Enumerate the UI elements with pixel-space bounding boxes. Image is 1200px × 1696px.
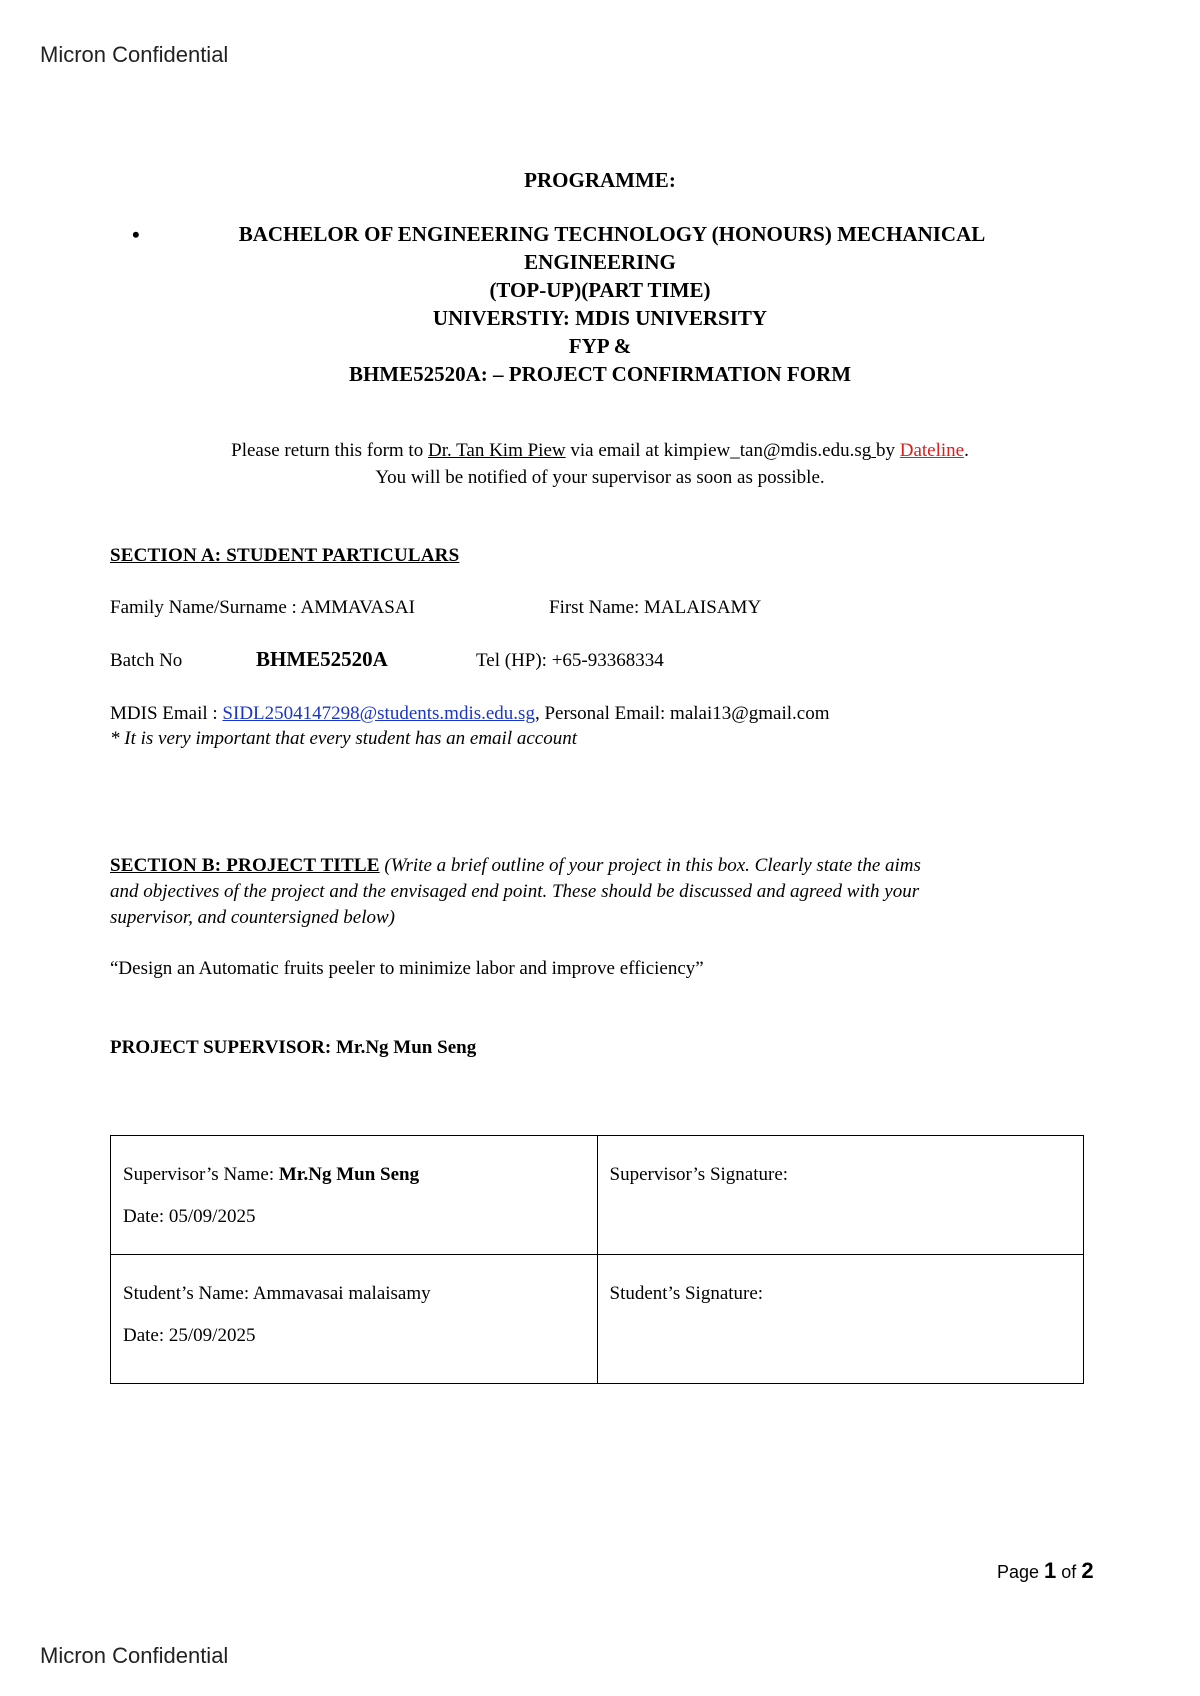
contact-name-link[interactable]: Dr. Tan Kim Piew	[427, 440, 566, 461]
tel-field: Tel (HP): +65-93368334	[476, 650, 664, 671]
contact-email-text: via email at kimpiew_tan@mdis.edu.sg	[565, 440, 872, 461]
instructions-line-2: You will be notified of your supervisor as soon as possible.	[375, 467, 825, 488]
instructions-period: .	[964, 440, 969, 461]
student-info-cell	[111, 1255, 598, 1384]
page-number	[997, 1558, 1094, 1584]
university-line: UNIVERSTIY: MDIS UNIVERSITY	[432, 306, 768, 330]
form-title: BHME52520A: – PROJECT CONFIRMATION FORM	[348, 362, 852, 386]
fyp-line: FYP &	[568, 334, 632, 358]
page-word: Page	[997, 1562, 1045, 1582]
supervisor-name-line	[123, 1164, 585, 1186]
batch-label: Batch No	[110, 650, 183, 671]
supervisor-name-label: Supervisor’s Name:	[123, 1164, 279, 1185]
footer-confidential-label: Micron Confidential	[40, 1643, 229, 1668]
section-a-heading: SECTION A: STUDENT PARTICULARS	[110, 545, 460, 566]
section-b-instruction-3: supervisor, and countersigned below)	[110, 907, 395, 928]
section-b-instruction-2: and objectives of the project and the envisaged end point. These should be discussed and agreed with your	[110, 881, 920, 902]
batch-value: BHME52520A	[256, 647, 388, 671]
programme-mode: (TOP-UP)(PART TIME)	[489, 278, 711, 302]
mdis-email-label: MDIS Email :	[110, 703, 223, 724]
page-total: 2	[1081, 1558, 1094, 1583]
signature-table	[110, 1135, 1084, 1384]
degree-line-2: ENGINEERING	[524, 250, 676, 274]
of-word: of	[1056, 1562, 1082, 1582]
project-title-text: “Design an Automatic fruits peeler to minimize labor and improve efficiency”	[110, 958, 704, 979]
supervisor-info-cell	[111, 1136, 598, 1255]
supervisor-signature-label: Supervisor’s Signature:	[609, 1164, 789, 1185]
project-supervisor-name: Mr.Ng Mun Seng	[335, 1037, 477, 1058]
section-b-instruction-1: (Write a brief outline of your project in this box. Clearly state the aims	[379, 855, 921, 876]
email-line	[110, 703, 829, 725]
bullet-icon: •	[132, 222, 140, 247]
instructions-by: by	[875, 440, 900, 461]
student-signature-cell	[597, 1255, 1084, 1384]
degree-line-1: BACHELOR OF ENGINEERING TECHNOLOGY (HONOURS) MECHANICAL	[238, 222, 986, 246]
instructions-prefix: Please return this form to	[231, 440, 428, 461]
student-signature-label: Student’s Signature:	[609, 1283, 764, 1304]
email-note: * It is very important that every student has an email account	[110, 728, 577, 749]
family-name-field: Family Name/Surname : AMMAVASAI	[110, 597, 415, 618]
page-current: 1	[1044, 1558, 1057, 1583]
student-date: Date: 25/09/2025	[123, 1325, 256, 1346]
instructions-line-1	[0, 440, 1200, 462]
supervisor-name-value: Mr.Ng Mun Seng	[278, 1164, 420, 1185]
section-b-line-1	[110, 855, 921, 877]
project-supervisor-line	[110, 1037, 476, 1059]
section-b-heading: SECTION B: PROJECT TITLE	[110, 855, 380, 876]
mdis-email-link[interactable]: SIDL2504147298@students.mdis.edu.sg	[222, 703, 535, 724]
table-row	[111, 1255, 1084, 1384]
supervisor-date: Date: 05/09/2025	[123, 1206, 256, 1227]
table-row	[111, 1136, 1084, 1255]
personal-email-text: , Personal Email: malai13@gmail.com	[534, 703, 830, 724]
header-confidential-label: Micron Confidential	[40, 42, 229, 67]
programme-label: PROGRAMME:	[524, 168, 676, 192]
deadline-link[interactable]: Dateline	[899, 440, 965, 461]
first-name-field: First Name: MALAISAMY	[549, 597, 762, 618]
project-supervisor-label: PROJECT SUPERVISOR:	[110, 1037, 336, 1058]
student-name: Student’s Name: Ammavasai malaisamy	[123, 1283, 431, 1304]
supervisor-signature-cell	[597, 1136, 1084, 1255]
